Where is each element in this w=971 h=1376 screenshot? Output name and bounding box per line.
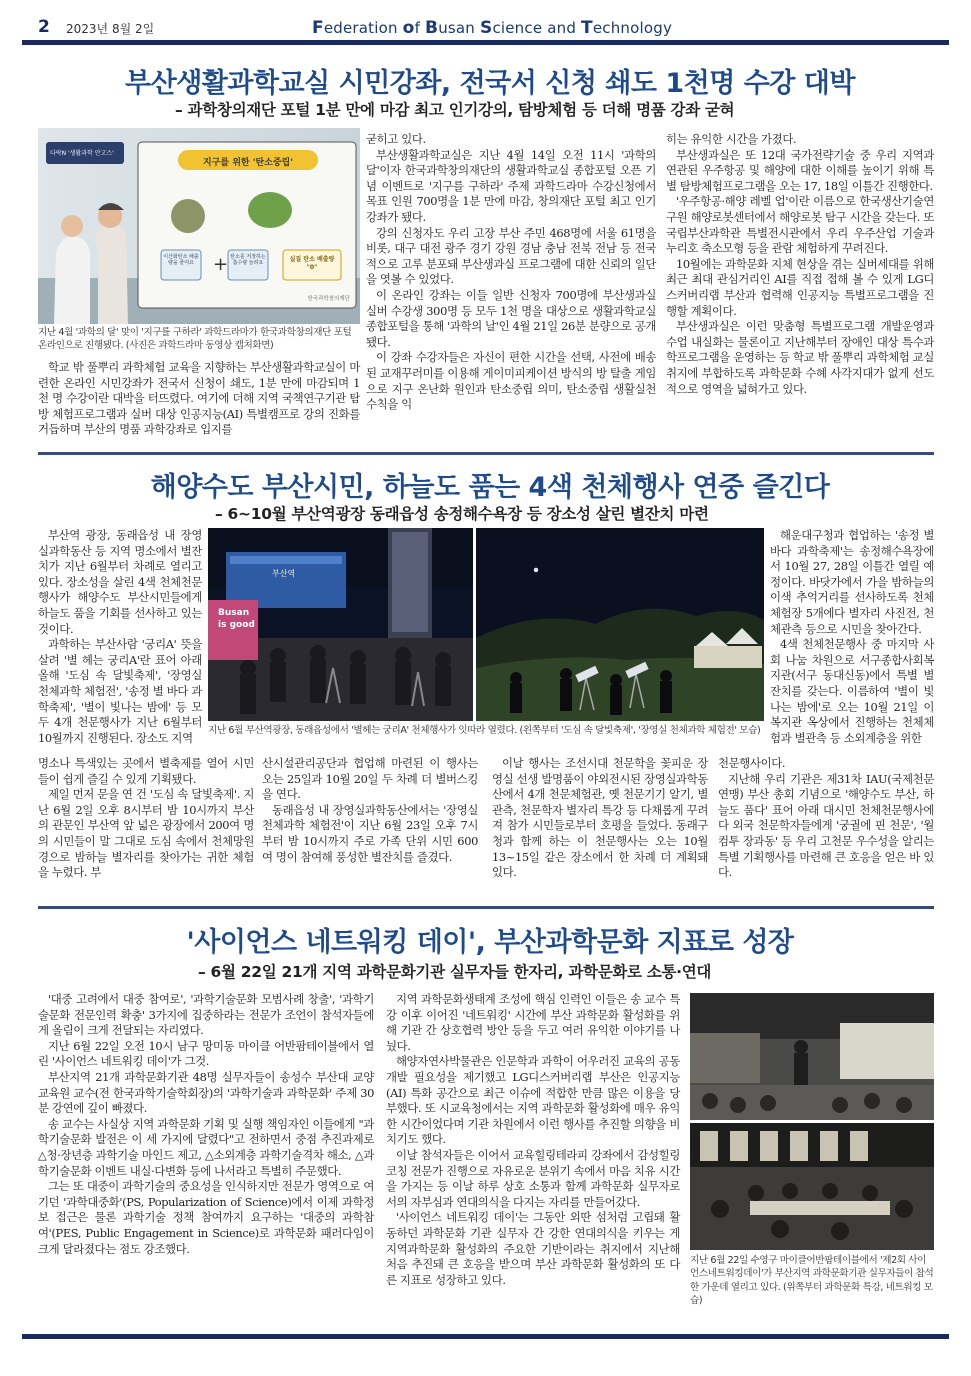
article1-title: 부산생활과학교실 시민강좌, 전국서 신청 쇄도 1천명 수강 대박 [125, 68, 855, 99]
article1-column-1 [38, 360, 360, 440]
dongnae-eupseong-graphic [476, 528, 764, 721]
page-number: 2 [38, 17, 50, 37]
section-divider-1 [38, 452, 934, 455]
article1-subtitle: – 과학창의재단 포털 1분 만에 마감 최고 인기강의, 탐방체험 등 더해 명품 강좌 굳혀 [175, 101, 735, 119]
paragraph: '대중 고려에서 대중 참여로', '과학기술문화 모범사례 창출', '과학기술문화 전문인력 확충' 3가지에 집중하라는 전문가 조언이 참석자들에게 올림이 크게 전달되는 자리였다. [38, 992, 374, 1038]
paragraph: 해운대구청과 협업하는 '송정 별 바다 과학축제'는 송정해수욕장에서 10월 27, 28일 이틀간 열릴 예정이다. 바닷가에서 가을 밤하늘의 이색 추억거리를 선사하도록 천체체험장 5개에다 별자리 사진전, 천체관측 등으로 시민을 찾아간다. [770, 528, 934, 636]
station-sign: 부산역 [272, 569, 296, 578]
board-box-1: 이산화탄소 배출량을 줄여요 [163, 254, 199, 266]
paragraph: 지역 과학문화생태계 조성에 핵심 인력인 이들은 송 교수 특강 이후 이어진 '네트워킹' 시간에 부산 과학문화 활성화를 위해 기관 간 상호협력 방안 등을 두고 여러 유익한 이야기를 나눴다. [386, 992, 680, 1053]
article1-column-3 [666, 132, 934, 440]
lecture-graphic [690, 993, 934, 1120]
paragraph: '사이언스 네트워킹 데이'는 그동안 외딴 섬처럼 고립돼 활동하던 과학문화 기관 실무자 간 강한 연대의식을 키우는 게 지역과학문화 활성화의 주요한 기반이라는 취지에서 지난해 처음 추진돼 큰 호응을 받으며 부산 과학문화 활성화의 또 다른 지표로 성장하고 있다. [386, 1210, 680, 1287]
paragraph: 그는 또 대중이 과학기술의 중요성을 인식하지만 전문가 영역으로 여기던 '과학대중화'(PS, Popularization of Science)에서 이제 과학정보 접근은 물론 과학기술 정책 참여까지 요구하는 '대중의 과학참여'(PES, Public Engagement in Science)로 과학문화 패러다임이 크게 달라졌다는 점도 강조했다. [38, 1179, 374, 1256]
article2-column-1-bottom [38, 756, 254, 898]
org-initial: S [479, 18, 493, 38]
paragraph: 부산생과실은 또 12대 국가전략기술 중 우리 지역과 연관된 우주항공 및 해양에 대한 이해를 높이기 위해 특별 탐방체험프로그램을 오는 17, 18일 이틀간 진행한다. [666, 147, 934, 193]
networking-graphic [690, 1123, 934, 1250]
org-initial: B [425, 18, 439, 38]
board-result: 실질 탄소 배출량 "0" [289, 256, 335, 271]
drama-screenshot-photo [38, 128, 360, 324]
busan-sign-line-2: is good [218, 620, 255, 630]
org-word [480, 19, 542, 37]
busan-sign-line-1: Busan [218, 608, 250, 618]
org-word-rest: ederation [323, 19, 398, 37]
paragraph: 이 온라인 강좌는 이들 일반 신청자 700명에 부산생과실 실버 수강생 300명 등 모두 1천 명을 대상으로 생활과학교실 종합포털을 통해 '과학의 날'인 4월 21일 26분 분량으로 공개됐다. [366, 287, 656, 349]
org-word-rest: and [542, 19, 582, 37]
dongnae-eupseong-photo [476, 528, 764, 721]
networking-photo [690, 1123, 934, 1250]
article3-caption: 지난 6월 22일 수영구 마이클어반팜테이블에서 '제2회 사이언스네트워킹데이'가 부산지역 과학문화기관 실무자들이 참석한 가운데 열리고 있다. (위쪽부터 과학문화 특강, 네트워킹 모습) [690, 1255, 934, 1307]
article3-column-1 [38, 992, 374, 1322]
board-title: 지구를 위한 '탄소중립' [202, 158, 294, 168]
org-word [312, 19, 398, 37]
paragraph: 히는 유익한 시간을 가졌다. [666, 132, 797, 146]
paragraph: 지난해 우리 기관은 제31차 IAU(국제천문연맹) 부산 총회 기념으로 '해양수도 부산, 하늘도 품다' 표어 아래 대시민 천체천문행사에다 외국 천문학자들에게 '궁궐에 핀 천문', '월컴투 장과동' 등 우리 고천문 우수성을 알리는 특별 기획행사를 마련해 큰 호응을 얻은 바 있다. [718, 771, 934, 880]
org-word [581, 19, 672, 37]
paragraph: 부산생활과학교실은 지난 4월 14일 오전 11시 '과학의 달'이자 한국과학창의재단의 생활과학교실 종합포털 오픈 기념 이벤트로 '지구를 구하라' 주제 과학드라마 수강신청에서 목표 인원 700명을 1분 만에 마감, 창의재단 포털 최고 인기강좌가 됐다. [366, 147, 656, 224]
article2-column-2 [262, 756, 478, 898]
org-word-rest: cience [492, 19, 543, 37]
section-divider-2 [38, 906, 934, 909]
paragraph: 이날 참석자들은 이어서 교육힐링테라피 강좌에서 감성힐링 코칭 전문가 진행으로 자유로운 분위기 속에서 마음 치유 시간을 가지는 등 이날 하루 상호 소통과 함께 과학문화 실무자로서의 자부심과 연대의식을 다지는 자리를 만들어갔다. [386, 1147, 680, 1209]
paragraph: 명소나 특색있는 곳에서 별축제를 열어 시민들이 쉽게 즐길 수 있게 기획됐다. [38, 756, 254, 786]
paragraph: 산시설관리공단과 협업해 마련된 이 행사는 오는 25일과 10월 20일 두 차례 더 별버스킹을 연다. [262, 756, 478, 802]
paragraph: 동래읍성 내 장영실과학동산에서는 '장영실 천체과학 체험전'이 지난 6월 23일 오후 7시부터 밤 10시까지 주로 가족 단위 시민 600여 명이 참여해 풍성한 별잔치를 즐겼다. [262, 802, 478, 864]
article2-subtitle: – 6~10월 부산역광장 동래읍성 송정해수욕장 등 장소성 살린 별잔치 마련 [215, 505, 709, 523]
paragraph: 제일 먼저 문을 연 건 '도심 속 달빛축제'. 지난 6월 2일 오후 8시부터 밤 10시까지 부산의 관문인 부산역 앞 넓은 광장에서 200여 명의 시민들이 말 그대로 도심 속에서 천체망원경으로 밤하늘 별자리를 찾아가는 귀한 체험을 누렸다. 부 [38, 787, 254, 880]
issue-date: 2023년 8월 2일 [66, 22, 155, 36]
paragraph: 지난 6월 22일 오전 10시 남구 망미동 마이클 어반팜테이블에서 열린 '사이언스 네트워킹 데이'가 그것. [38, 1038, 374, 1069]
org-word [403, 19, 420, 37]
article2-title: 해양수도 부산시민, 하늘도 품는 4색 천체행사 연중 즐긴다 [150, 472, 830, 503]
footer-rule [22, 1334, 949, 1339]
article2-caption: 지난 6월 부산역광장, 동래읍성에서 '별헤는 궁리A' 천체행사가 잇따라 열렸다. (왼쪽부터 '도심 속 달빛축제', '장영실 천체과학 체험전' 모습) [208, 725, 761, 736]
publisher-name [312, 18, 912, 38]
paragraph: 천문행사이다. [718, 756, 786, 770]
paragraph: 부산지역 21개 과학문화기관 48명 실무자들이 송성수 부산대 교양교육원 교수(전 한국과학기술학회장)의 '과학기술과 과학문화' 주제 30분 강연에 깊이 빠졌다. [38, 1069, 374, 1116]
org-word [542, 19, 581, 37]
article3-column-2 [386, 992, 680, 1322]
paragraph: 학교 밖 풀뿌리 과학체험 교육을 지향하는 부산생활과학교실이 마련한 온라인 시민강좌가 전국서 신청이 쇄도, 1분 만에 마감되며 1천 명 수강이란 대박을 터뜨렸다. 여기에 더해 지역 국책연구기관 탐방 체험프로그램과 실버 대상 인공지능(AI) 특별캠프로 강의 진화를 거듭하며 부산의 명품 과학강좌로 입지를 [38, 360, 360, 437]
paragraph: 강의 신청자도 우리 고장 부산 주민 468명에 서울 61명을 비롯, 대구 대전 광주 경기 강원 경남 충남 전북 전남 등 전국적으로 고루 분포돼 부산생과실 프로그램에 대한 신뢰의 일단을 엿볼 수 있었다. [366, 225, 656, 287]
board-tag: 다락N '생활과학 안고스' [50, 150, 114, 157]
svg-text:+: + [213, 254, 229, 275]
paragraph: 부산역 광장, 동래읍성 내 장영실과학동산 등 지역 명소에서 별잔치가 지난 6월부터 차례로 열리고 있다. 장소성을 살린 4색 천체천문행사가 해양수도 부산시민들에게 하늘도 품을 기회를 선사하고 있는 것이다. [38, 528, 202, 636]
lecture-photo [690, 993, 934, 1120]
paragraph: '우주항공·해양 레벨 업'이란 이름으로 한국생산기술연구원 해양로봇센터에서 해양로봇 탐구 시간을 갖는다. 또 국립부산과학관 특별전시관에서 우리 우주산업 기술과 누리호 축소모형 등을 관람 체험하게 꾸려진다. [666, 194, 934, 256]
paragraph: 이날 행사는 조선시대 천문학을 꽃피운 장영실 선생 발명품이 야외전시된 장영실과학동산에서 4개 천문체험관, 옛 천문기기 알기, 별관측, 천문학자 별자리 특강 등 다채롭게 꾸려져 참가 시민들로부터 호평을 들었다. 동래구청과 함께 하는 이 천문행사는 오는 10월 13~15일 같은 장소에서 한 차례 더 계획돼 있다. [492, 756, 708, 880]
org-initial: o [402, 18, 415, 38]
org-initial: F [312, 18, 324, 38]
article3-title: '사이언스 네트워킹 데이', 부산과학문화 지표로 성장 [186, 927, 794, 958]
org-initial: T [581, 18, 593, 38]
org-word-rest: usan [438, 19, 476, 37]
article2-column-4-top [770, 528, 934, 750]
board-box-2: 탄소를 저장하는 흡수량 늘려요 [230, 254, 266, 266]
article2-column-4-bottom [718, 756, 934, 898]
paragraph: 과학하는 부산사람 '궁리A' 뜻을 살려 '별 헤는 궁리A'란 표어 아래 올해 '도심 속 달빛축제', '장영실 천체과학 체험전', '송정 별 바다 과학축제', '별이 빛나는 밤에' 등 모두 4개 천문행사가 지난 6월부터 10월까지 진행된다. 장소도 지역 [38, 637, 202, 745]
org-word-rest: f [414, 19, 421, 37]
busan-station-photo [208, 528, 473, 721]
paragraph: 부산생과실은 이런 맞춤형 특별프로그램 개발운영과 수업 내실화는 물론이고 지난해부터 장애인 대상 특수과학프로그램을 운영하는 등 학교 밖 풀뿌리 과학체험 교실 취지에 부합하도록 과학문화 수혜 사각지대가 없게 선도적으로 영역을 넓혀가고 있다. [666, 319, 934, 396]
article3-subtitle: – 6월 22일 21개 지역 과학문화기관 실무자들 한자리, 과학문화로 소통·연대 [198, 963, 712, 981]
article2-column-1-top [38, 528, 202, 750]
paragraph: 10월에는 과학문화 지체 현상을 겪는 실버세대를 위해 최근 최대 관심거리인 AI를 직접 접해 볼 수 있게 LG디스커버리랩 부산과 협력해 인공지능 특별프로그램을 진행할 계획이다. [666, 256, 934, 318]
article2-column-3 [492, 756, 708, 898]
paragraph: 이 강좌 수강자들은 자신이 편한 시간을 선택, 사전에 배송된 교재꾸러미를 이용해 게이미피케이션 방식의 방 탈출 게임으로 지구 온난화 원인과 탄소중립 의미, 탄소중립 생활실천 수칙을 익 [366, 350, 656, 412]
paragraph: 4색 천체천문행사 중 마지막 사회 나눔 차원으로 서구종합사회복지관(서구 동대신동)에서 특별 별잔치를 갖는다. 이름하여 '별이 빛나는 밤에'로 오는 10월 21일 이 복지관 옥상에서 진행하는 천체체험과 별관측 등 소외계층을 위한 [770, 637, 934, 745]
article1-caption: 지난 4월 '과학의 달' 맞이 '지구를 구하라' 과학드라마가 한국과학창의재단 포털 온라인으로 진행됐다. (사진은 과학드라마 동영상 캡처화면) [38, 327, 352, 352]
org-word [425, 19, 475, 37]
paragraph: 송 교수는 사실상 지역 과학문화 기획 및 실행 책임자인 이들에게 "과학기술문화 발전은 이 세 가지에 달렸다"고 전하면서 중점 추진과제로 △청·장년층 과학기술 마인드 제고, △소외계층 과학기술격차 해소, △과학기술문화 이벤트 내실·다변화 등에 나서라고 특별히 주문했다. [38, 1116, 374, 1178]
org-word-rest: echnology [592, 19, 673, 37]
paragraph: 해양자연사박물관은 인문학과 과학이 어우러진 교육의 공동개발 필요성을 제기했고 LG디스커버리랩 부산은 인공지능(AI) 특화 공간으로 최근 이슈에 적합한 만큼 많은 이용을 당부했다. 또 시교육청에서는 지역 과학문화 활성화에 매우 유익한 시간이었다며 기관 차원에서 이런 행사를 추진할 의향을 비치기도 했다. [386, 1054, 680, 1147]
article1-column-2 [366, 132, 656, 440]
header-rule [22, 40, 949, 45]
board-footer: 한국과학창의재단 [307, 296, 350, 302]
paragraph: 굳히고 있다. [366, 132, 426, 146]
